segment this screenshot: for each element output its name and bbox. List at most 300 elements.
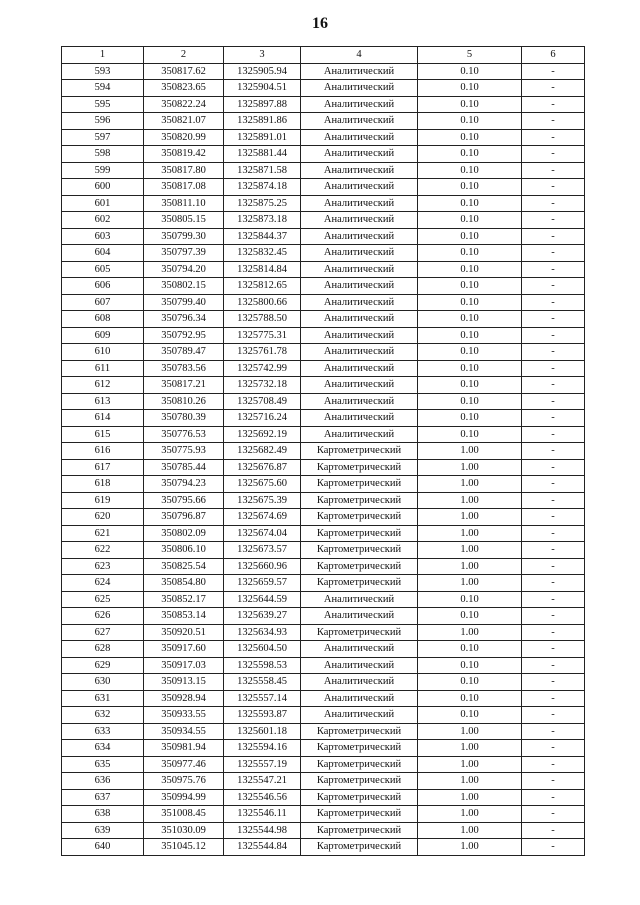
point-number-cell: 637 [62,789,144,806]
accuracy-cell: 0.10 [418,278,522,295]
y-coordinate-cell: 1325874.18 [224,179,301,196]
table-row [62,723,585,740]
x-coordinate-cell: 350934.55 [144,723,224,740]
y-coordinate-cell: 1325891.01 [224,129,301,146]
accuracy-cell: 1.00 [418,789,522,806]
table-row [62,608,585,625]
accuracy-cell: 0.10 [418,294,522,311]
accuracy-cell: 0.10 [418,113,522,130]
x-coordinate-cell: 350799.30 [144,228,224,245]
method-cell: Аналитический [301,278,418,295]
method-cell: Картометрический [301,575,418,592]
y-coordinate-cell: 1325682.49 [224,443,301,460]
method-cell: Аналитический [301,311,418,328]
table-row [62,542,585,559]
table-row [62,360,585,377]
method-cell: Картометрический [301,558,418,575]
point-number-cell: 618 [62,476,144,493]
point-number-cell: 621 [62,525,144,542]
y-coordinate-cell: 1325871.58 [224,162,301,179]
method-cell: Картометрический [301,723,418,740]
accuracy-cell: 0.10 [418,591,522,608]
accuracy-cell: 0.10 [418,162,522,179]
table-row [62,162,585,179]
table-row [62,146,585,163]
x-coordinate-cell: 350975.76 [144,773,224,790]
note-cell: - [522,344,585,361]
y-coordinate-cell: 1325676.87 [224,459,301,476]
note-cell: - [522,839,585,856]
note-cell: - [522,228,585,245]
accuracy-cell: 0.10 [418,195,522,212]
point-number-cell: 619 [62,492,144,509]
coordinates-table [61,46,585,856]
header-row [62,47,585,64]
accuracy-cell: 0.10 [418,261,522,278]
note-cell: - [522,179,585,196]
accuracy-cell: 0.10 [418,608,522,625]
method-cell: Аналитический [301,294,418,311]
y-coordinate-cell: 1325598.53 [224,657,301,674]
y-coordinate-cell: 1325673.57 [224,542,301,559]
note-cell: - [522,443,585,460]
method-cell: Аналитический [301,113,418,130]
method-cell: Аналитический [301,360,418,377]
point-number-cell: 604 [62,245,144,262]
y-coordinate-cell: 1325675.39 [224,492,301,509]
y-coordinate-cell: 1325875.25 [224,195,301,212]
point-number-cell: 640 [62,839,144,856]
method-cell: Аналитический [301,608,418,625]
note-cell: - [522,657,585,674]
method-cell: Картометрический [301,822,418,839]
note-cell: - [522,756,585,773]
table-row [62,558,585,575]
table-row [62,80,585,97]
method-cell: Аналитический [301,327,418,344]
accuracy-cell: 1.00 [418,756,522,773]
note-cell: - [522,624,585,641]
note-cell: - [522,96,585,113]
accuracy-cell: 0.10 [418,641,522,658]
point-number-cell: 595 [62,96,144,113]
accuracy-cell: 1.00 [418,492,522,509]
point-number-cell: 639 [62,822,144,839]
note-cell: - [522,377,585,394]
accuracy-cell: 1.00 [418,575,522,592]
note-cell: - [522,327,585,344]
x-coordinate-cell: 350817.80 [144,162,224,179]
method-cell: Аналитический [301,674,418,691]
point-number-cell: 633 [62,723,144,740]
table-row [62,690,585,707]
point-number-cell: 624 [62,575,144,592]
accuracy-cell: 1.00 [418,558,522,575]
y-coordinate-cell: 1325873.18 [224,212,301,229]
table-row [62,591,585,608]
y-coordinate-cell: 1325557.19 [224,756,301,773]
method-cell: Картометрический [301,756,418,773]
x-coordinate-cell: 350933.55 [144,707,224,724]
point-number-cell: 593 [62,63,144,80]
accuracy-cell: 0.10 [418,674,522,691]
table-header [62,47,585,64]
table-row [62,657,585,674]
point-number-cell: 614 [62,410,144,427]
method-cell: Картометрический [301,525,418,542]
y-coordinate-cell: 1325844.37 [224,228,301,245]
accuracy-cell: 1.00 [418,459,522,476]
y-coordinate-cell: 1325547.21 [224,773,301,790]
point-number-cell: 608 [62,311,144,328]
table-row [62,311,585,328]
y-coordinate-cell: 1325604.50 [224,641,301,658]
point-number-cell: 632 [62,707,144,724]
y-coordinate-cell: 1325881.44 [224,146,301,163]
point-number-cell: 623 [62,558,144,575]
table-row [62,344,585,361]
accuracy-cell: 1.00 [418,723,522,740]
method-cell: Картометрический [301,492,418,509]
note-cell: - [522,707,585,724]
accuracy-cell: 0.10 [418,360,522,377]
y-coordinate-cell: 1325761.78 [224,344,301,361]
column-header: 5 [418,47,522,64]
note-cell: - [522,674,585,691]
y-coordinate-cell: 1325544.84 [224,839,301,856]
x-coordinate-cell: 350820.99 [144,129,224,146]
note-cell: - [522,278,585,295]
table-row [62,228,585,245]
method-cell: Аналитический [301,63,418,80]
x-coordinate-cell: 350994.99 [144,789,224,806]
x-coordinate-cell: 350917.03 [144,657,224,674]
method-cell: Аналитический [301,212,418,229]
point-number-cell: 626 [62,608,144,625]
y-coordinate-cell: 1325634.93 [224,624,301,641]
table-row [62,707,585,724]
point-number-cell: 625 [62,591,144,608]
table-body [62,63,585,855]
table-row [62,773,585,790]
x-coordinate-cell: 350802.15 [144,278,224,295]
point-number-cell: 631 [62,690,144,707]
table-row [62,96,585,113]
x-coordinate-cell: 350917.60 [144,641,224,658]
column-header: 2 [144,47,224,64]
point-number-cell: 602 [62,212,144,229]
accuracy-cell: 1.00 [418,740,522,757]
table-row [62,410,585,427]
accuracy-cell: 1.00 [418,443,522,460]
y-coordinate-cell: 1325639.27 [224,608,301,625]
x-coordinate-cell: 350825.54 [144,558,224,575]
note-cell: - [522,459,585,476]
point-number-cell: 596 [62,113,144,130]
note-cell: - [522,261,585,278]
method-cell: Аналитический [301,426,418,443]
table-row [62,509,585,526]
y-coordinate-cell: 1325546.56 [224,789,301,806]
note-cell: - [522,113,585,130]
y-coordinate-cell: 1325742.99 [224,360,301,377]
y-coordinate-cell: 1325788.50 [224,311,301,328]
table-row [62,459,585,476]
point-number-cell: 611 [62,360,144,377]
note-cell: - [522,789,585,806]
table-row [62,245,585,262]
x-coordinate-cell: 350822.24 [144,96,224,113]
point-number-cell: 600 [62,179,144,196]
note-cell: - [522,509,585,526]
point-number-cell: 612 [62,377,144,394]
table-row [62,806,585,823]
note-cell: - [522,63,585,80]
table-row [62,426,585,443]
x-coordinate-cell: 350799.40 [144,294,224,311]
table-row [62,327,585,344]
x-coordinate-cell: 350920.51 [144,624,224,641]
point-number-cell: 629 [62,657,144,674]
point-number-cell: 597 [62,129,144,146]
point-number-cell: 638 [62,806,144,823]
x-coordinate-cell: 350776.53 [144,426,224,443]
x-coordinate-cell: 350810.26 [144,393,224,410]
method-cell: Аналитический [301,96,418,113]
column-header: 4 [301,47,418,64]
x-coordinate-cell: 350785.44 [144,459,224,476]
table-row [62,195,585,212]
note-cell: - [522,740,585,757]
accuracy-cell: 0.10 [418,657,522,674]
x-coordinate-cell: 351030.09 [144,822,224,839]
table-row [62,212,585,229]
table-row [62,476,585,493]
note-cell: - [522,129,585,146]
accuracy-cell: 0.10 [418,393,522,410]
table-row [62,492,585,509]
note-cell: - [522,476,585,493]
y-coordinate-cell: 1325660.96 [224,558,301,575]
y-coordinate-cell: 1325732.18 [224,377,301,394]
x-coordinate-cell: 350796.87 [144,509,224,526]
point-number-cell: 615 [62,426,144,443]
note-cell: - [522,146,585,163]
x-coordinate-cell: 350817.21 [144,377,224,394]
y-coordinate-cell: 1325708.49 [224,393,301,410]
method-cell: Аналитический [301,641,418,658]
point-number-cell: 634 [62,740,144,757]
method-cell: Картометрический [301,839,418,856]
note-cell: - [522,195,585,212]
accuracy-cell: 1.00 [418,806,522,823]
x-coordinate-cell: 350819.42 [144,146,224,163]
method-cell: Аналитический [301,179,418,196]
y-coordinate-cell: 1325814.84 [224,261,301,278]
table-row [62,674,585,691]
x-coordinate-cell: 350797.39 [144,245,224,262]
y-coordinate-cell: 1325905.94 [224,63,301,80]
y-coordinate-cell: 1325546.11 [224,806,301,823]
point-number-cell: 635 [62,756,144,773]
x-coordinate-cell: 350783.56 [144,360,224,377]
y-coordinate-cell: 1325644.59 [224,591,301,608]
point-number-cell: 630 [62,674,144,691]
x-coordinate-cell: 350928.94 [144,690,224,707]
table-row [62,756,585,773]
y-coordinate-cell: 1325904.51 [224,80,301,97]
note-cell: - [522,212,585,229]
table-row [62,129,585,146]
accuracy-cell: 1.00 [418,624,522,641]
x-coordinate-cell: 350981.94 [144,740,224,757]
note-cell: - [522,294,585,311]
table-row [62,839,585,856]
accuracy-cell: 0.10 [418,707,522,724]
point-number-cell: 628 [62,641,144,658]
method-cell: Аналитический [301,129,418,146]
accuracy-cell: 1.00 [418,509,522,526]
x-coordinate-cell: 350780.39 [144,410,224,427]
y-coordinate-cell: 1325716.24 [224,410,301,427]
y-coordinate-cell: 1325674.04 [224,525,301,542]
accuracy-cell: 0.10 [418,228,522,245]
point-number-cell: 598 [62,146,144,163]
accuracy-cell: 0.10 [418,146,522,163]
note-cell: - [522,393,585,410]
note-cell: - [522,822,585,839]
x-coordinate-cell: 350853.14 [144,608,224,625]
note-cell: - [522,162,585,179]
y-coordinate-cell: 1325558.45 [224,674,301,691]
note-cell: - [522,608,585,625]
x-coordinate-cell: 350789.47 [144,344,224,361]
table-row [62,294,585,311]
point-number-cell: 599 [62,162,144,179]
accuracy-cell: 0.10 [418,327,522,344]
y-coordinate-cell: 1325692.19 [224,426,301,443]
y-coordinate-cell: 1325675.60 [224,476,301,493]
x-coordinate-cell: 350805.15 [144,212,224,229]
method-cell: Картометрический [301,789,418,806]
x-coordinate-cell: 350796.34 [144,311,224,328]
x-coordinate-cell: 350802.09 [144,525,224,542]
x-coordinate-cell: 350775.93 [144,443,224,460]
method-cell: Картометрический [301,806,418,823]
method-cell: Аналитический [301,228,418,245]
accuracy-cell: 1.00 [418,822,522,839]
note-cell: - [522,542,585,559]
method-cell: Аналитический [301,162,418,179]
table-row [62,525,585,542]
x-coordinate-cell: 350794.20 [144,261,224,278]
table-row [62,179,585,196]
method-cell: Аналитический [301,707,418,724]
y-coordinate-cell: 1325594.16 [224,740,301,757]
accuracy-cell: 0.10 [418,63,522,80]
point-number-cell: 609 [62,327,144,344]
accuracy-cell: 0.10 [418,212,522,229]
x-coordinate-cell: 350795.66 [144,492,224,509]
note-cell: - [522,558,585,575]
note-cell: - [522,410,585,427]
y-coordinate-cell: 1325601.18 [224,723,301,740]
y-coordinate-cell: 1325557.14 [224,690,301,707]
method-cell: Картометрический [301,773,418,790]
point-number-cell: 594 [62,80,144,97]
note-cell: - [522,525,585,542]
point-number-cell: 616 [62,443,144,460]
x-coordinate-cell: 350852.17 [144,591,224,608]
table-row [62,789,585,806]
table-row [62,624,585,641]
accuracy-cell: 0.10 [418,690,522,707]
point-number-cell: 605 [62,261,144,278]
table-row [62,393,585,410]
point-number-cell: 606 [62,278,144,295]
table-row [62,113,585,130]
note-cell: - [522,575,585,592]
note-cell: - [522,806,585,823]
note-cell: - [522,80,585,97]
method-cell: Картометрический [301,459,418,476]
method-cell: Аналитический [301,690,418,707]
x-coordinate-cell: 350811.10 [144,195,224,212]
x-coordinate-cell: 351008.45 [144,806,224,823]
column-header: 6 [522,47,585,64]
y-coordinate-cell: 1325659.57 [224,575,301,592]
accuracy-cell: 0.10 [418,96,522,113]
point-number-cell: 603 [62,228,144,245]
note-cell: - [522,773,585,790]
note-cell: - [522,311,585,328]
method-cell: Аналитический [301,245,418,262]
accuracy-cell: 1.00 [418,773,522,790]
table-row [62,443,585,460]
method-cell: Аналитический [301,591,418,608]
method-cell: Аналитический [301,80,418,97]
point-number-cell: 636 [62,773,144,790]
method-cell: Аналитический [301,195,418,212]
accuracy-cell: 0.10 [418,377,522,394]
x-coordinate-cell: 350977.46 [144,756,224,773]
note-cell: - [522,690,585,707]
table-row [62,822,585,839]
column-header: 1 [62,47,144,64]
note-cell: - [522,723,585,740]
point-number-cell: 613 [62,393,144,410]
method-cell: Картометрический [301,443,418,460]
y-coordinate-cell: 1325800.66 [224,294,301,311]
x-coordinate-cell: 350821.07 [144,113,224,130]
method-cell: Аналитический [301,344,418,361]
x-coordinate-cell: 350806.10 [144,542,224,559]
note-cell: - [522,492,585,509]
method-cell: Аналитический [301,261,418,278]
accuracy-cell: 1.00 [418,476,522,493]
accuracy-cell: 0.10 [418,410,522,427]
y-coordinate-cell: 1325775.31 [224,327,301,344]
page-number: 16 [312,15,328,32]
method-cell: Аналитический [301,410,418,427]
point-number-cell: 617 [62,459,144,476]
y-coordinate-cell: 1325832.45 [224,245,301,262]
point-number-cell: 627 [62,624,144,641]
accuracy-cell: 0.10 [418,245,522,262]
accuracy-cell: 0.10 [418,311,522,328]
point-number-cell: 622 [62,542,144,559]
x-coordinate-cell: 350817.62 [144,63,224,80]
